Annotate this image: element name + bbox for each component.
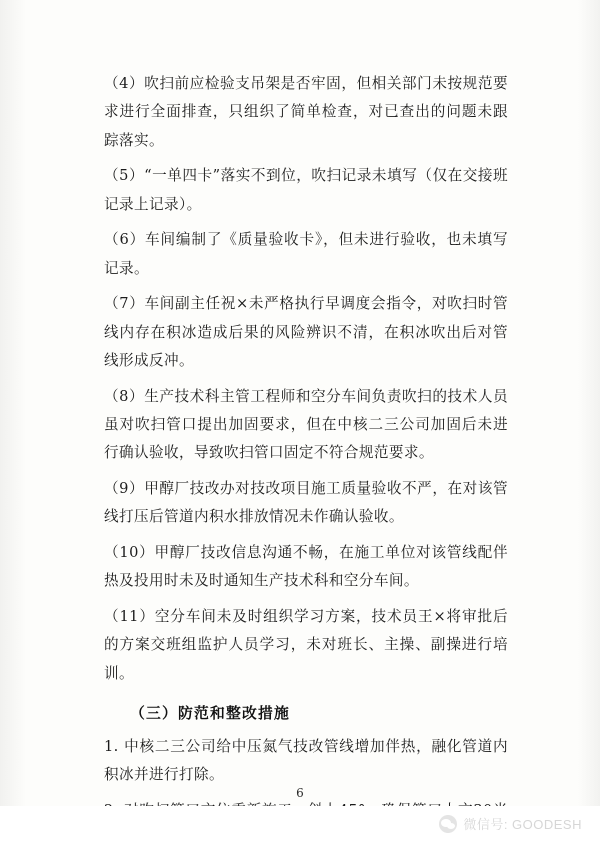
paragraph: （5）“一单四卡”落实不到位，吹扫记录未填写（仅在交接班记录上记录）。 (104, 167, 508, 213)
paragraph-spacer (0, 376, 600, 383)
paragraph: （8）生产技术科主管工程师和空分车间负责吹扫的技术人员虽对吹扫管口提出加固要求，但在中核二三公司加固后未进行确认验收，导致吹扫管口固定不符合规范要求。 (104, 387, 508, 462)
paragraph-spacer (0, 155, 600, 162)
paragraph: （4）吹扫前应检验支吊架是否牢固，但相关部门未按规范要求进行全面排查，只组织了简单检查，对已查出的问题未跟踪落实。 (104, 75, 508, 149)
paragraph-spacer (0, 283, 600, 290)
paragraph-spacer (0, 532, 600, 539)
watermark-label: 微信号: GOODESH (463, 817, 582, 832)
paragraph-spacer (0, 468, 600, 475)
watermark (439, 814, 582, 833)
paragraph: （6）车间编制了《质量验收卡》，但未进行验收，也未填写记录。 (104, 231, 508, 277)
paragraph: （9）甲醇厂技改办对技改项目施工质量验收不严，在对该管线打压后管道内积水排放情况未作确认验收。 (104, 479, 508, 526)
section-heading: （三）防范和整改措施 (130, 705, 290, 723)
paragraph: （7）车间副主任祝×未严格执行早调度会指令，对吹扫时管线内存在积冰造成后果的风险辨识不清，在积冰吹出后对管线形成反冲。 (104, 295, 508, 370)
paragraph-spacer (0, 219, 600, 226)
page-number: 6 (296, 786, 304, 800)
paragraph: （10）甲醇厂技改信息沟通不畅，在施工单位对该管线配伴热及投用时未及时通知生产技术科和空分车间。 (104, 543, 508, 590)
measure-item: 1. 中核二三公司给中压氮气技改管线增加伴热，融化管道内积冰并进行打除。 (104, 737, 508, 784)
wechat-icon (439, 815, 457, 833)
paragraph-spacer (0, 596, 600, 603)
paragraph: （11）空分车间未及时组织学习方案，技术员王×将审批后的方案交班组监护人员学习，未对班长、主操、副操进行培训。 (104, 607, 508, 682)
